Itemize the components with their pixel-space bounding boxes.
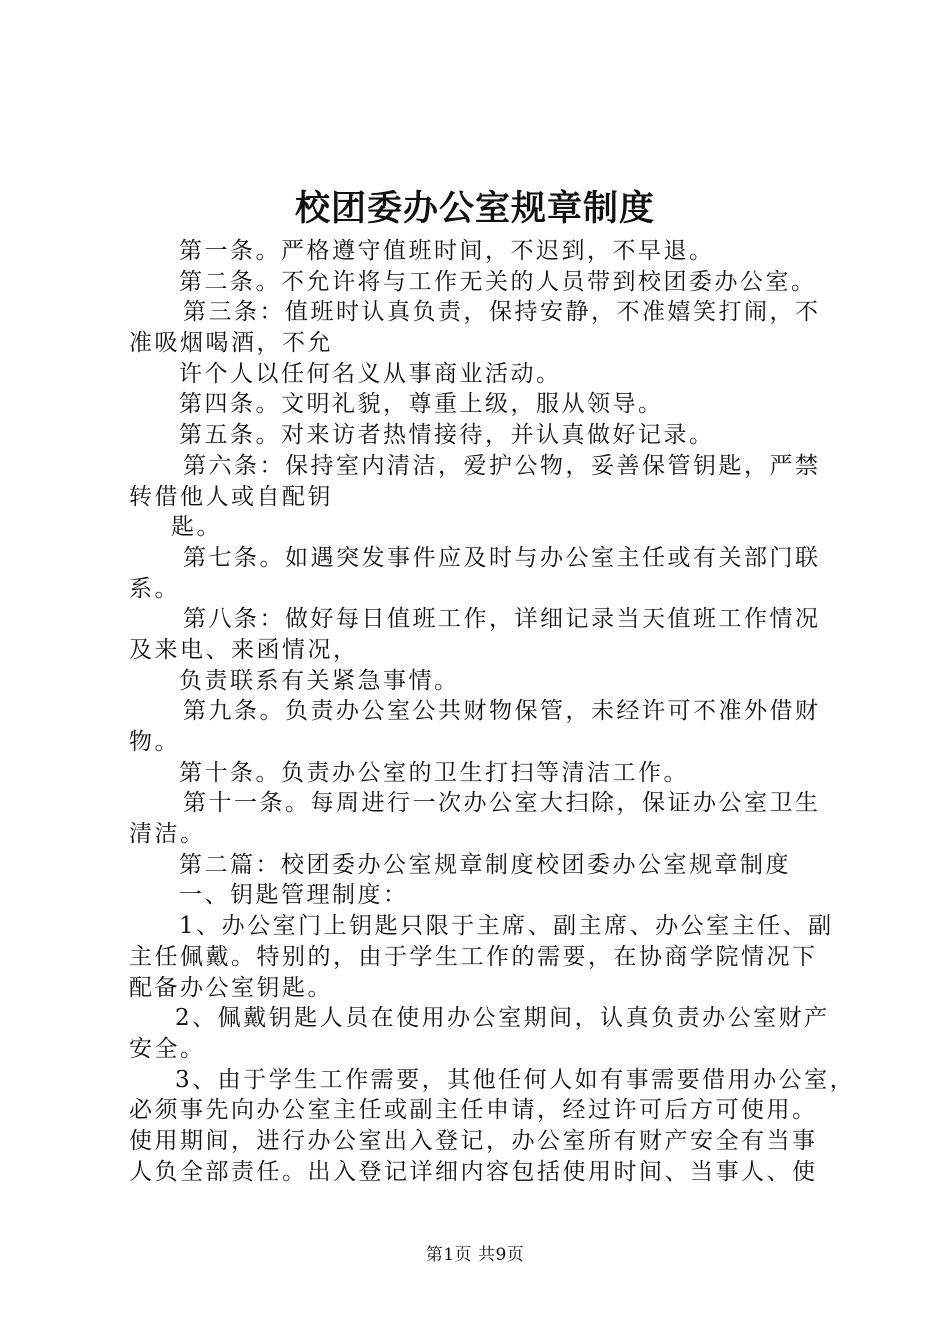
text-line: 第五条。对来访者热情接待，并认真做好记录。 <box>179 422 715 449</box>
page-footer: 第1页 共9页 <box>425 1245 525 1265</box>
text-line: 第一条。严格遵守值班时间，不迟到，不早退。 <box>179 238 715 264</box>
text-line: 转借他人或自配钥 <box>129 483 333 510</box>
text-line: 配备办公室钥匙。 <box>129 974 333 1001</box>
text-line: 第六条：保持室内清洁，爱护公物，妥善保管钥匙，严禁 <box>183 452 821 479</box>
text-line: 及来电、来函情况， <box>129 636 359 663</box>
document-title: 校团委办公室规章制度 <box>294 188 655 229</box>
text-line: 第七条。如遇突发事件应及时与办公室主任或有关部门联 <box>183 544 821 571</box>
text-line: 1、办公室门上钥匙只限于主席、副主席、办公室主任、副 <box>179 913 834 940</box>
text-line: 必须事先向办公室主任或副主任申请，经过许可后方可使用。 <box>129 1097 818 1124</box>
text-line: 使用期间，进行办公室出入登记，办公室所有财产安全有当事 <box>129 1127 818 1154</box>
text-line: 许个人以任何名义从事商业活动。 <box>179 360 562 387</box>
text-line: 第二条。不允许将与工作无关的人员带到校团委办公室。 <box>179 268 817 295</box>
text-line: 第十一条。每周进行一次办公室大扫除，保证办公室卫生 <box>183 790 821 817</box>
text-line: 人负全部责任。出入登记详细内容包括使用时间、当事人、使 <box>129 1158 818 1185</box>
text-line: 系。 <box>129 575 180 602</box>
text-line: 第三条：值班时认真负责，保持安静，不准嬉笑打闹，不 <box>183 299 821 326</box>
text-line: 安全。 <box>129 1035 206 1062</box>
text-line: 第八条：做好每日值班工作，详细记录当天值班工作情况 <box>183 606 821 633</box>
text-line: 2、佩戴钥匙人员在使用办公室期间，认真负责办公室财产 <box>175 1005 830 1032</box>
text-line: 匙。 <box>171 514 222 541</box>
text-line: 第四条。文明礼貌，尊重上级，服从领导。 <box>179 391 664 418</box>
text-line: 第九条。负责办公室公共财物保管，未经许可不准外借财 <box>183 698 821 725</box>
text-line: 第二篇：校团委办公室规章制度校团委办公室规章制度 <box>179 851 791 878</box>
text-line: 清洁。 <box>129 821 206 848</box>
text-line: 物。 <box>129 729 180 755</box>
text-line: 3、由于学生工作需要，其他任何人如有事需要借用办公室， <box>175 1066 856 1093</box>
document-body <box>129 236 856 1187</box>
text-line: 准吸烟喝酒，不允 <box>129 330 333 357</box>
text-line: 第十条。负责办公室的卫生打扫等清洁工作。 <box>179 759 689 786</box>
text-line: 一、钥匙管理制度： <box>179 882 409 909</box>
text-line: 负责联系有关紧急事情。 <box>179 667 460 694</box>
text-line: 主任佩戴。特别的，由于学生工作的需要，在协商学院情况下 <box>129 943 818 970</box>
